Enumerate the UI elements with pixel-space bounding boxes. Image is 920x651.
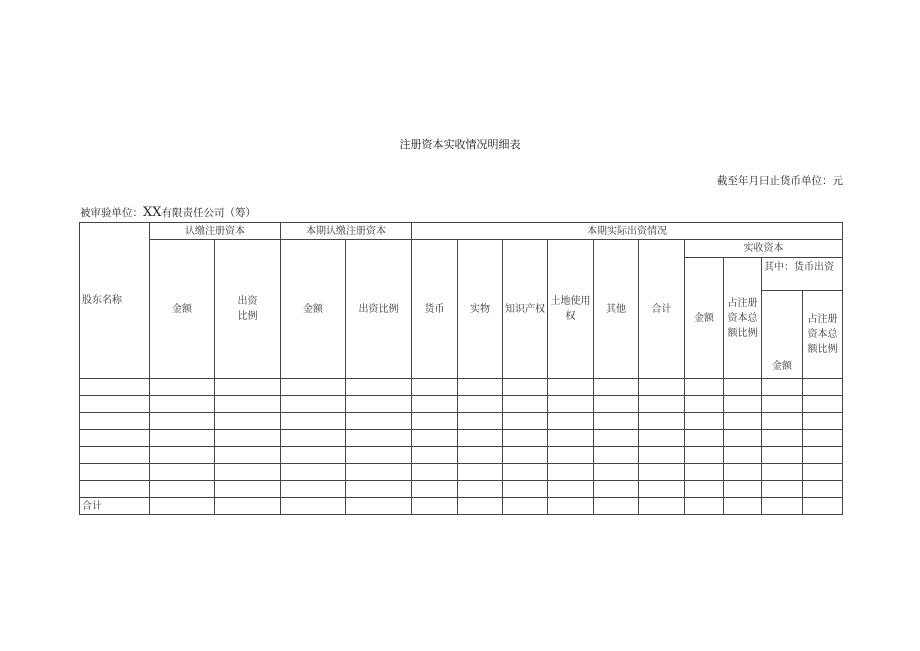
header-period-amount: 金额: [281, 240, 346, 379]
cutoff-date-currency-unit: 截至年月曰止货币单位：元: [717, 175, 843, 187]
header-period-subscribed-capital: 本期认缴注册资本: [281, 223, 412, 240]
table-row: [80, 447, 843, 464]
header-subscribed-amount: 金额: [150, 240, 215, 379]
header-subtotal: 合计: [639, 240, 685, 379]
table-row: [80, 413, 843, 430]
header-other: 其他: [594, 240, 639, 379]
table-row: [80, 430, 843, 447]
audited-unit-name: 有限责任公司（筹）: [161, 207, 257, 219]
table-row: [80, 464, 843, 481]
header-intellectual-property: 知识产权: [503, 240, 548, 379]
registered-capital-table: [79, 222, 843, 515]
header-land-use-right: 土地使用 权: [548, 240, 594, 379]
header-of-which-currency: 其中：货币出资: [762, 258, 843, 291]
audited-unit-xx: XX: [143, 205, 162, 220]
header-subscribed-ratio: 出资 比例: [215, 240, 281, 379]
header-paid-in-capital: 实收资本: [685, 240, 843, 258]
header-actual-contribution: 本期实际出资情况: [412, 223, 843, 240]
audited-unit-label: 被审验单位：: [80, 207, 143, 219]
header-paid-ratio: 占注册 资本总 额比例: [724, 258, 762, 379]
header-subscribed-capital: 认缴注册资本: [150, 223, 281, 240]
table-row: [80, 379, 843, 396]
header-paid-amount: 金额: [685, 258, 724, 379]
header-currency-ratio: 占注册 资本总 额比例: [803, 291, 843, 379]
table-row: [80, 481, 843, 498]
header-currency: 货币: [412, 240, 458, 379]
header-in-kind: 实物: [458, 240, 503, 379]
total-row: [80, 498, 843, 515]
header-period-ratio: 出资比例: [346, 240, 412, 379]
total-row-label: 合计: [80, 498, 150, 515]
document-title: 注册资本实收情况明细表: [399, 138, 521, 151]
header-shareholder-name: 股东名称: [80, 223, 150, 379]
audited-unit-line: [80, 205, 256, 220]
header-currency-amount: 金额: [762, 291, 803, 379]
table-row: [80, 396, 843, 413]
